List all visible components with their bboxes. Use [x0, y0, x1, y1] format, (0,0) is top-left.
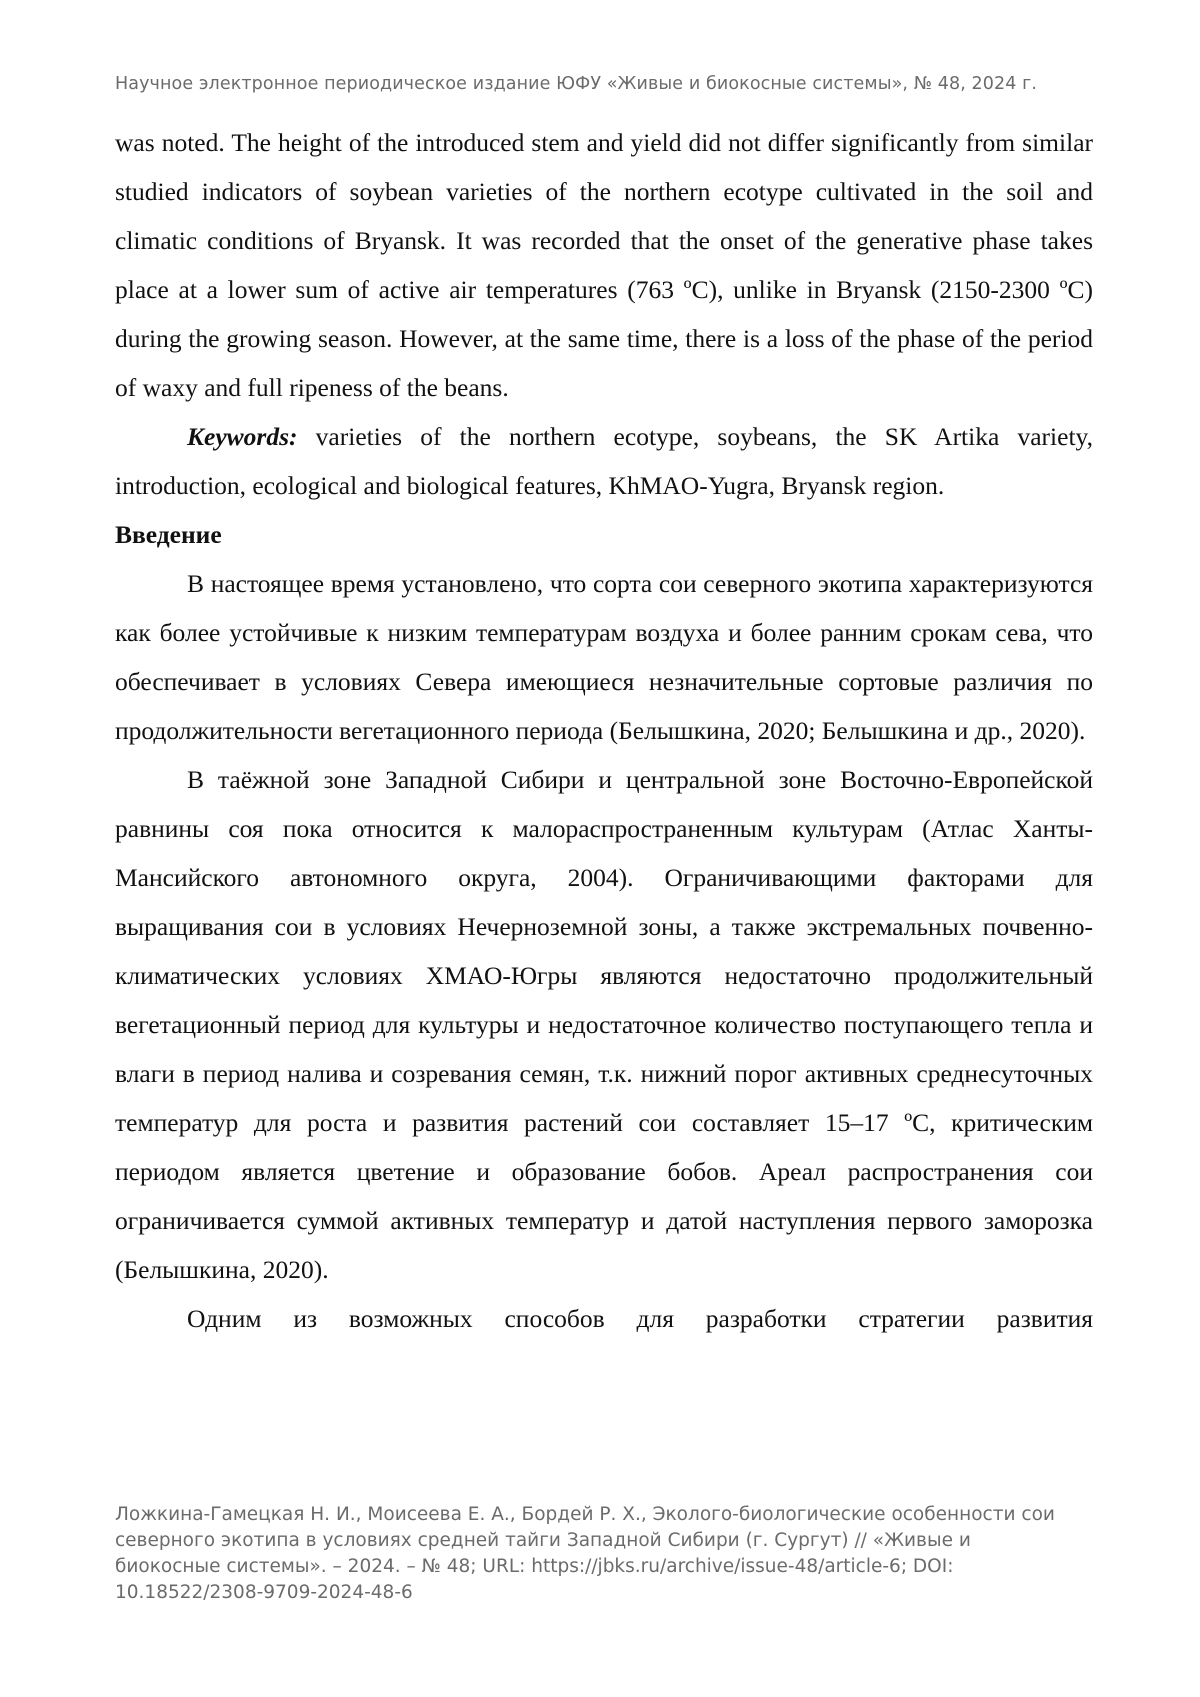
intro-paragraph-2: В таёжной зоне Западной Сибири и центральной зоне Восточно-Европейской равнины соя пока относится к малораспространенным культурам (Атлас Ханты-Мансийского автономного округа, 2004). Ограничивающими факторами для выращивания сои в условиях Нечерноземной зоны, а также экстремальных почвенно-климатических условиях ХМАО-Югры являются недостаточно продолжительный вегетационный период для культуры и недостаточное количество поступающего тепла и влаги в период налива и созревания семян, т.к. нижний порог активных среднесуточных температур для роста и развития растений сои составляет 15–17 ºС, критическим периодом является цветение и образование бобов. Ареал распространения сои ограничивается суммой активных температур и датой наступления первого заморозка (Белышкина, 2020). [115, 765, 1093, 1284]
abstract-continuation: was noted. The height of the introduced stem and yield did not differ significantly from similar studied indicators of soybean varieties of the northern ecotype cultivated in the soil and climatic conditions of Bryansk. It was recorded that the onset of the generative phase takes place at a lower sum of active air temperatures (763 ºC), unlike in Bryansk (2150-2300 ºC) during the growing season. However, at the same time, there is a loss of the phase of the period of waxy and full ripeness of the beans. [115, 128, 1093, 402]
intro-paragraph-1: В настоящее время установлено, что сорта сои северного экотипа характеризуются как более устойчивые к низким температурам воздуха и более ранним срокам сева, что обеспечивает в условиях Севера имеющиеся незначительные сортовые различия по продолжительности вегетационного периода (Белышкина, 2020; Белышкина и др., 2020). [115, 569, 1093, 745]
section-heading-introduction: Введение [115, 520, 222, 549]
article-body [115, 118, 1093, 1343]
keywords-label: Keywords: [187, 422, 298, 451]
intro-paragraph-3: Одним из возможных способов для разработки стратегии развития [187, 1304, 1093, 1333]
keywords-paragraph [115, 412, 1093, 510]
running-header: Научное электронное периодическое издание ЮФУ «Живые и биокосные системы», № 48, 2024 г. [115, 74, 1038, 94]
keywords-text: varieties of the northern ecotype, soybeans, the SK Artika variety, introduction, ecological and biological features, KhMAO-Yugra, Bryansk region. [115, 422, 1093, 500]
footer-citation: Ложкина-Гамецкая Н. И., Моисеева Е. А., Бордей Р. Х., Эколого-биологические особенности сои северного экотипа в условиях средней тайги Западной Сибири (г. Сургут) // «Живые и биокосные системы». – 2024. – № 48; URL: https://jbks.ru/archive/issue-48/article-6; DOI: 10.18522/2308-9709-2024-48-6 [115, 1504, 1055, 1603]
